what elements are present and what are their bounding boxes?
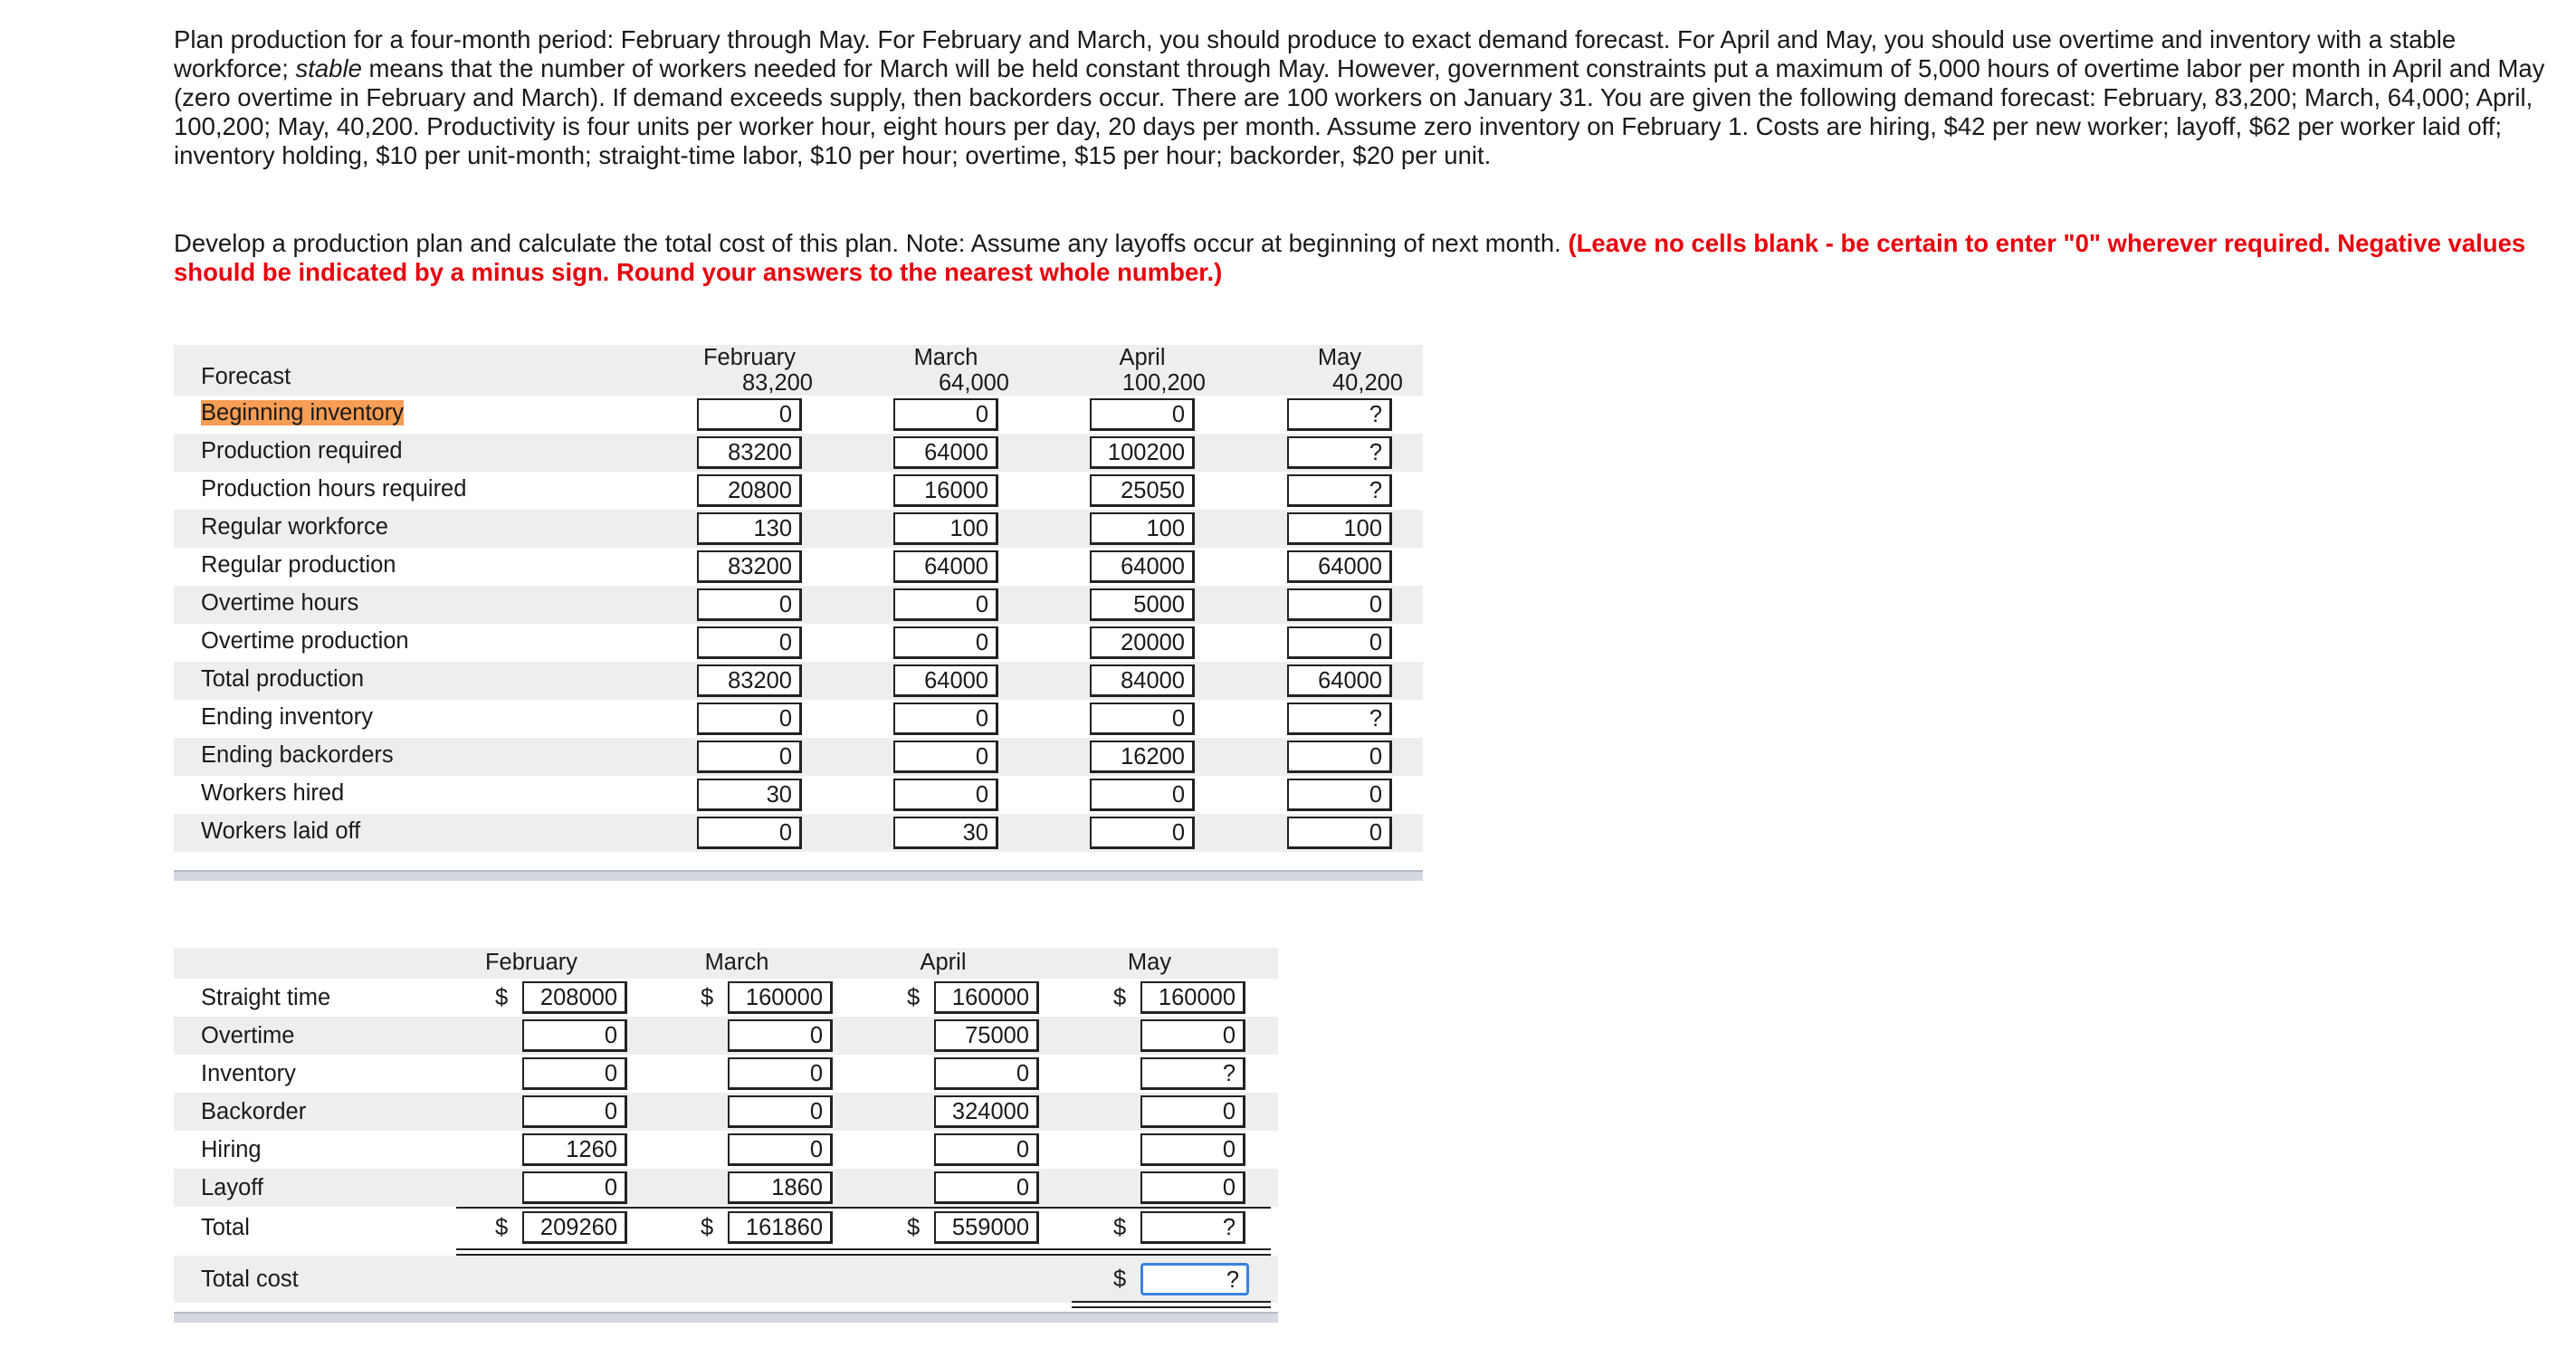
row-label-text: Overtime production [201,628,409,654]
input-overtime-production-may[interactable]: 0 [1287,626,1392,659]
cost-backorder-february[interactable]: 0 [522,1095,627,1128]
input-production-required-february[interactable]: 83200 [697,436,802,469]
total-march[interactable]: 161860 [728,1211,833,1244]
dollar-sign: $ [907,985,921,1010]
cost-hiring-april[interactable]: 0 [934,1133,1039,1166]
instructions-warning: (Leave no cells blank - be certain to enter "0" wherever required. Negative values should be indicated by a minus sign. Round your answers to the nearest whole number.) [174,229,2526,286]
month-header-march: March [704,950,769,975]
row-label-regular-production [201,546,396,584]
dollar-sign: $ [1113,1267,1127,1292]
row-label-regular-workforce [201,508,388,546]
input-regular-production-may[interactable]: 64000 [1287,550,1392,583]
row-label-total-production [201,660,364,698]
table-footer-bar [174,1312,1278,1323]
row-stripe [174,1169,1278,1207]
cost-inventory-february[interactable]: 0 [522,1057,627,1090]
input-ending-backorders-may[interactable]: 0 [1287,741,1392,773]
problem-emphasis: stable [295,54,362,82]
dollar-sign: $ [1113,985,1127,1010]
input-regular-workforce-february[interactable]: 130 [697,512,802,545]
total-february[interactable]: 209260 [522,1211,627,1244]
input-total-production-may[interactable]: 64000 [1287,664,1392,697]
month-header-february: February [484,950,578,975]
cost-straight-time-april[interactable]: 160000 [934,981,1039,1014]
cost-hiring-february[interactable]: 1260 [522,1133,627,1166]
input-total-production-april[interactable]: 84000 [1090,664,1195,697]
dollar-sign: $ [701,985,714,1010]
input-overtime-hours-april[interactable]: 5000 [1090,588,1195,621]
instructions-main: Develop a production plan and calculate the total cost of this plan. [174,229,906,257]
month-header-march: March [913,345,978,370]
forecast-february: 83,200 [742,370,813,396]
cost-label-straight-time: Straight time [201,985,331,1010]
input-production-required-april[interactable]: 100200 [1090,436,1195,469]
input-regular-workforce-april[interactable]: 100 [1090,512,1195,545]
cost-label-backorder: Backorder [201,1099,307,1124]
forecast-april: 100,200 [1121,370,1206,396]
input-workers-laid-off-may[interactable]: 0 [1287,817,1392,849]
input-production-required-march[interactable]: 64000 [893,436,998,469]
cost-hiring-may[interactable]: 0 [1140,1133,1245,1166]
row-label-text: Regular production [201,552,396,578]
cost-layoff-may[interactable]: 0 [1140,1171,1245,1204]
row-label-text: Overtime hours [201,590,359,616]
production-plan-table [174,345,1423,884]
month-header-may: May [1317,345,1362,370]
instructions-note: Note: Assume any layoffs occur at beginning of next month. [905,229,1569,257]
input-ending-inventory-april[interactable]: 0 [1090,703,1195,735]
row-label-text: Production hours required [201,476,467,502]
cost-straight-time-march[interactable]: 160000 [728,981,833,1014]
cost-inventory-april[interactable]: 0 [934,1057,1039,1090]
instructions [174,229,2572,287]
input-regular-production-march[interactable]: 64000 [893,550,998,583]
cost-label-inventory: Inventory [201,1061,296,1086]
row-label-workers-laid-off [201,812,360,850]
cost-overtime-may[interactable]: 0 [1140,1019,1245,1052]
input-beginning-inventory-february[interactable]: 0 [697,398,802,431]
cost-overtime-march[interactable]: 0 [728,1019,833,1052]
cost-label-hiring: Hiring [201,1137,262,1162]
input-overtime-production-february[interactable]: 0 [697,626,802,659]
row-label-text: Workers laid off [201,818,361,844]
total-cost-input[interactable]: ? [1140,1263,1249,1295]
cost-hiring-march[interactable]: 0 [728,1133,833,1166]
cost-label-total-cost: Total cost [201,1267,299,1292]
input-ending-inventory-may[interactable]: ? [1287,703,1392,735]
row-label-beginning-inventory [201,394,404,432]
dollar-sign: $ [495,1215,509,1240]
input-ending-backorders-march[interactable]: 0 [893,741,998,773]
month-header-may: May [1127,950,1172,975]
row-label-overtime-production [201,622,409,660]
input-regular-production-april[interactable]: 64000 [1090,550,1195,583]
dollar-sign: $ [907,1215,921,1240]
total-cost-double-rule [1072,1301,1271,1308]
input-ending-backorders-february[interactable]: 0 [697,741,802,773]
row-stripe [174,1256,1278,1303]
cost-table [174,948,1278,1328]
dollar-sign: $ [495,985,509,1010]
problem-text-1: Plan production for a four-month period: February through May. For February and March, you should produce to exact demand forecast. For April and May, you should use overtime and inventory with a stable workforce; [174,25,2457,82]
input-production-hours-required-march[interactable]: 16000 [893,474,998,507]
input-ending-inventory-february[interactable]: 0 [697,703,802,735]
cost-backorder-may[interactable]: 0 [1140,1095,1245,1128]
row-label-text: Workers hired [201,780,345,806]
input-ending-inventory-march[interactable]: 0 [893,703,998,735]
input-production-hours-required-february[interactable]: 20800 [697,474,802,507]
dollar-sign: $ [701,1215,714,1240]
input-beginning-inventory-march[interactable]: 0 [893,398,998,431]
input-beginning-inventory-april[interactable]: 0 [1090,398,1195,431]
row-label-text: Ending backorders [201,742,394,768]
row-label-text: Ending inventory [201,704,373,730]
input-ending-backorders-april[interactable]: 16200 [1090,741,1195,773]
row-label-ending-backorders [201,736,394,774]
cost-layoff-april[interactable]: 0 [934,1171,1039,1204]
row-label-overtime-hours [201,584,358,622]
dollar-sign: $ [1113,1215,1127,1240]
row-stripe [174,1017,1278,1055]
row-label-workers-hired [201,774,344,812]
input-regular-production-february[interactable]: 83200 [697,550,802,583]
cost-inventory-march[interactable]: 0 [728,1057,833,1090]
input-workers-laid-off-march[interactable]: 30 [893,817,998,849]
input-overtime-hours-february[interactable]: 0 [697,588,802,621]
row-label-text: Production required [201,438,403,464]
row-stripe [174,1093,1278,1131]
input-regular-workforce-march[interactable]: 100 [893,512,998,545]
input-production-hours-required-april[interactable]: 25050 [1090,474,1195,507]
row-label-production-required [201,432,403,470]
row-label-text: Regular workforce [201,514,388,540]
input-workers-hired-may[interactable]: 0 [1287,779,1392,811]
month-header-february: February [702,345,797,370]
input-workers-hired-april[interactable]: 0 [1090,779,1195,811]
total-rule [456,1207,1271,1209]
input-total-production-february[interactable]: 83200 [697,664,802,697]
cost-label-layoff: Layoff [201,1175,264,1200]
problem-text-2: means that the number of workers needed for March will be held constant through May. However, government constraints put a maximum of 5,000 hours of overtime labor per month in April and May (zero overtime in February and March). If demand exceeds supply, then backorders occur. There are 100 workers on January 31. You are given the following demand forecast: February, 83,200; March, 64,000; April, 100,200; May, 40,200. Productivity is four units per worker hour, eight hours per day, 20 days per month. Assume zero inventory on February 1. Costs are hiring, $42 per new worker; layoff, $62 per worker laid off; inventory holding, $10 per unit-month; straight-time labor, $10 per hour; overtime, $15 per hour; backorder, $20 per unit. [174,54,2545,169]
input-overtime-hours-march[interactable]: 0 [893,588,998,621]
cost-label-overtime: Overtime [201,1023,295,1048]
cost-layoff-march[interactable]: 1860 [728,1171,833,1204]
table-footer-bar [174,870,1423,881]
problem-statement [174,25,2572,170]
input-workers-laid-off-february[interactable]: 0 [697,817,802,849]
input-beginning-inventory-may[interactable]: ? [1287,398,1392,431]
cost-layoff-february[interactable]: 0 [522,1171,627,1204]
month-header-april: April [1119,345,1166,370]
cost-backorder-march[interactable]: 0 [728,1095,833,1128]
total-may[interactable]: ? [1140,1211,1245,1244]
forecast-march: 64,000 [939,370,1009,396]
input-workers-laid-off-april[interactable]: 0 [1090,817,1195,849]
total-april[interactable]: 559000 [934,1211,1039,1244]
input-overtime-production-march[interactable]: 0 [893,626,998,659]
row-label-text: Beginning inventory [201,400,404,425]
row-label-production-hours-required [201,470,466,508]
cost-overtime-april[interactable]: 75000 [934,1019,1039,1052]
row-label-text: Total production [201,666,365,692]
cost-straight-time-february[interactable]: 208000 [522,981,627,1014]
input-production-required-may[interactable]: ? [1287,436,1392,469]
input-workers-hired-march[interactable]: 0 [893,779,998,811]
total-double-rule [456,1248,1271,1256]
input-workers-hired-february[interactable]: 30 [697,779,802,811]
row-label-ending-inventory [201,698,373,736]
row-label-forecast: Forecast [201,364,291,389]
cost-straight-time-may[interactable]: 160000 [1140,981,1245,1014]
month-header-april: April [920,950,967,975]
input-total-production-march[interactable]: 64000 [893,664,998,697]
forecast-may: 40,200 [1332,370,1403,396]
input-overtime-production-april[interactable]: 20000 [1090,626,1195,659]
input-production-hours-required-may[interactable]: ? [1287,474,1392,507]
cost-backorder-april[interactable]: 324000 [934,1095,1039,1128]
cost-overtime-february[interactable]: 0 [522,1019,627,1052]
input-overtime-hours-may[interactable]: 0 [1287,588,1392,621]
input-regular-workforce-may[interactable]: 100 [1287,512,1392,545]
cost-inventory-may[interactable]: ? [1140,1057,1245,1090]
cost-label-total: Total [201,1215,250,1240]
